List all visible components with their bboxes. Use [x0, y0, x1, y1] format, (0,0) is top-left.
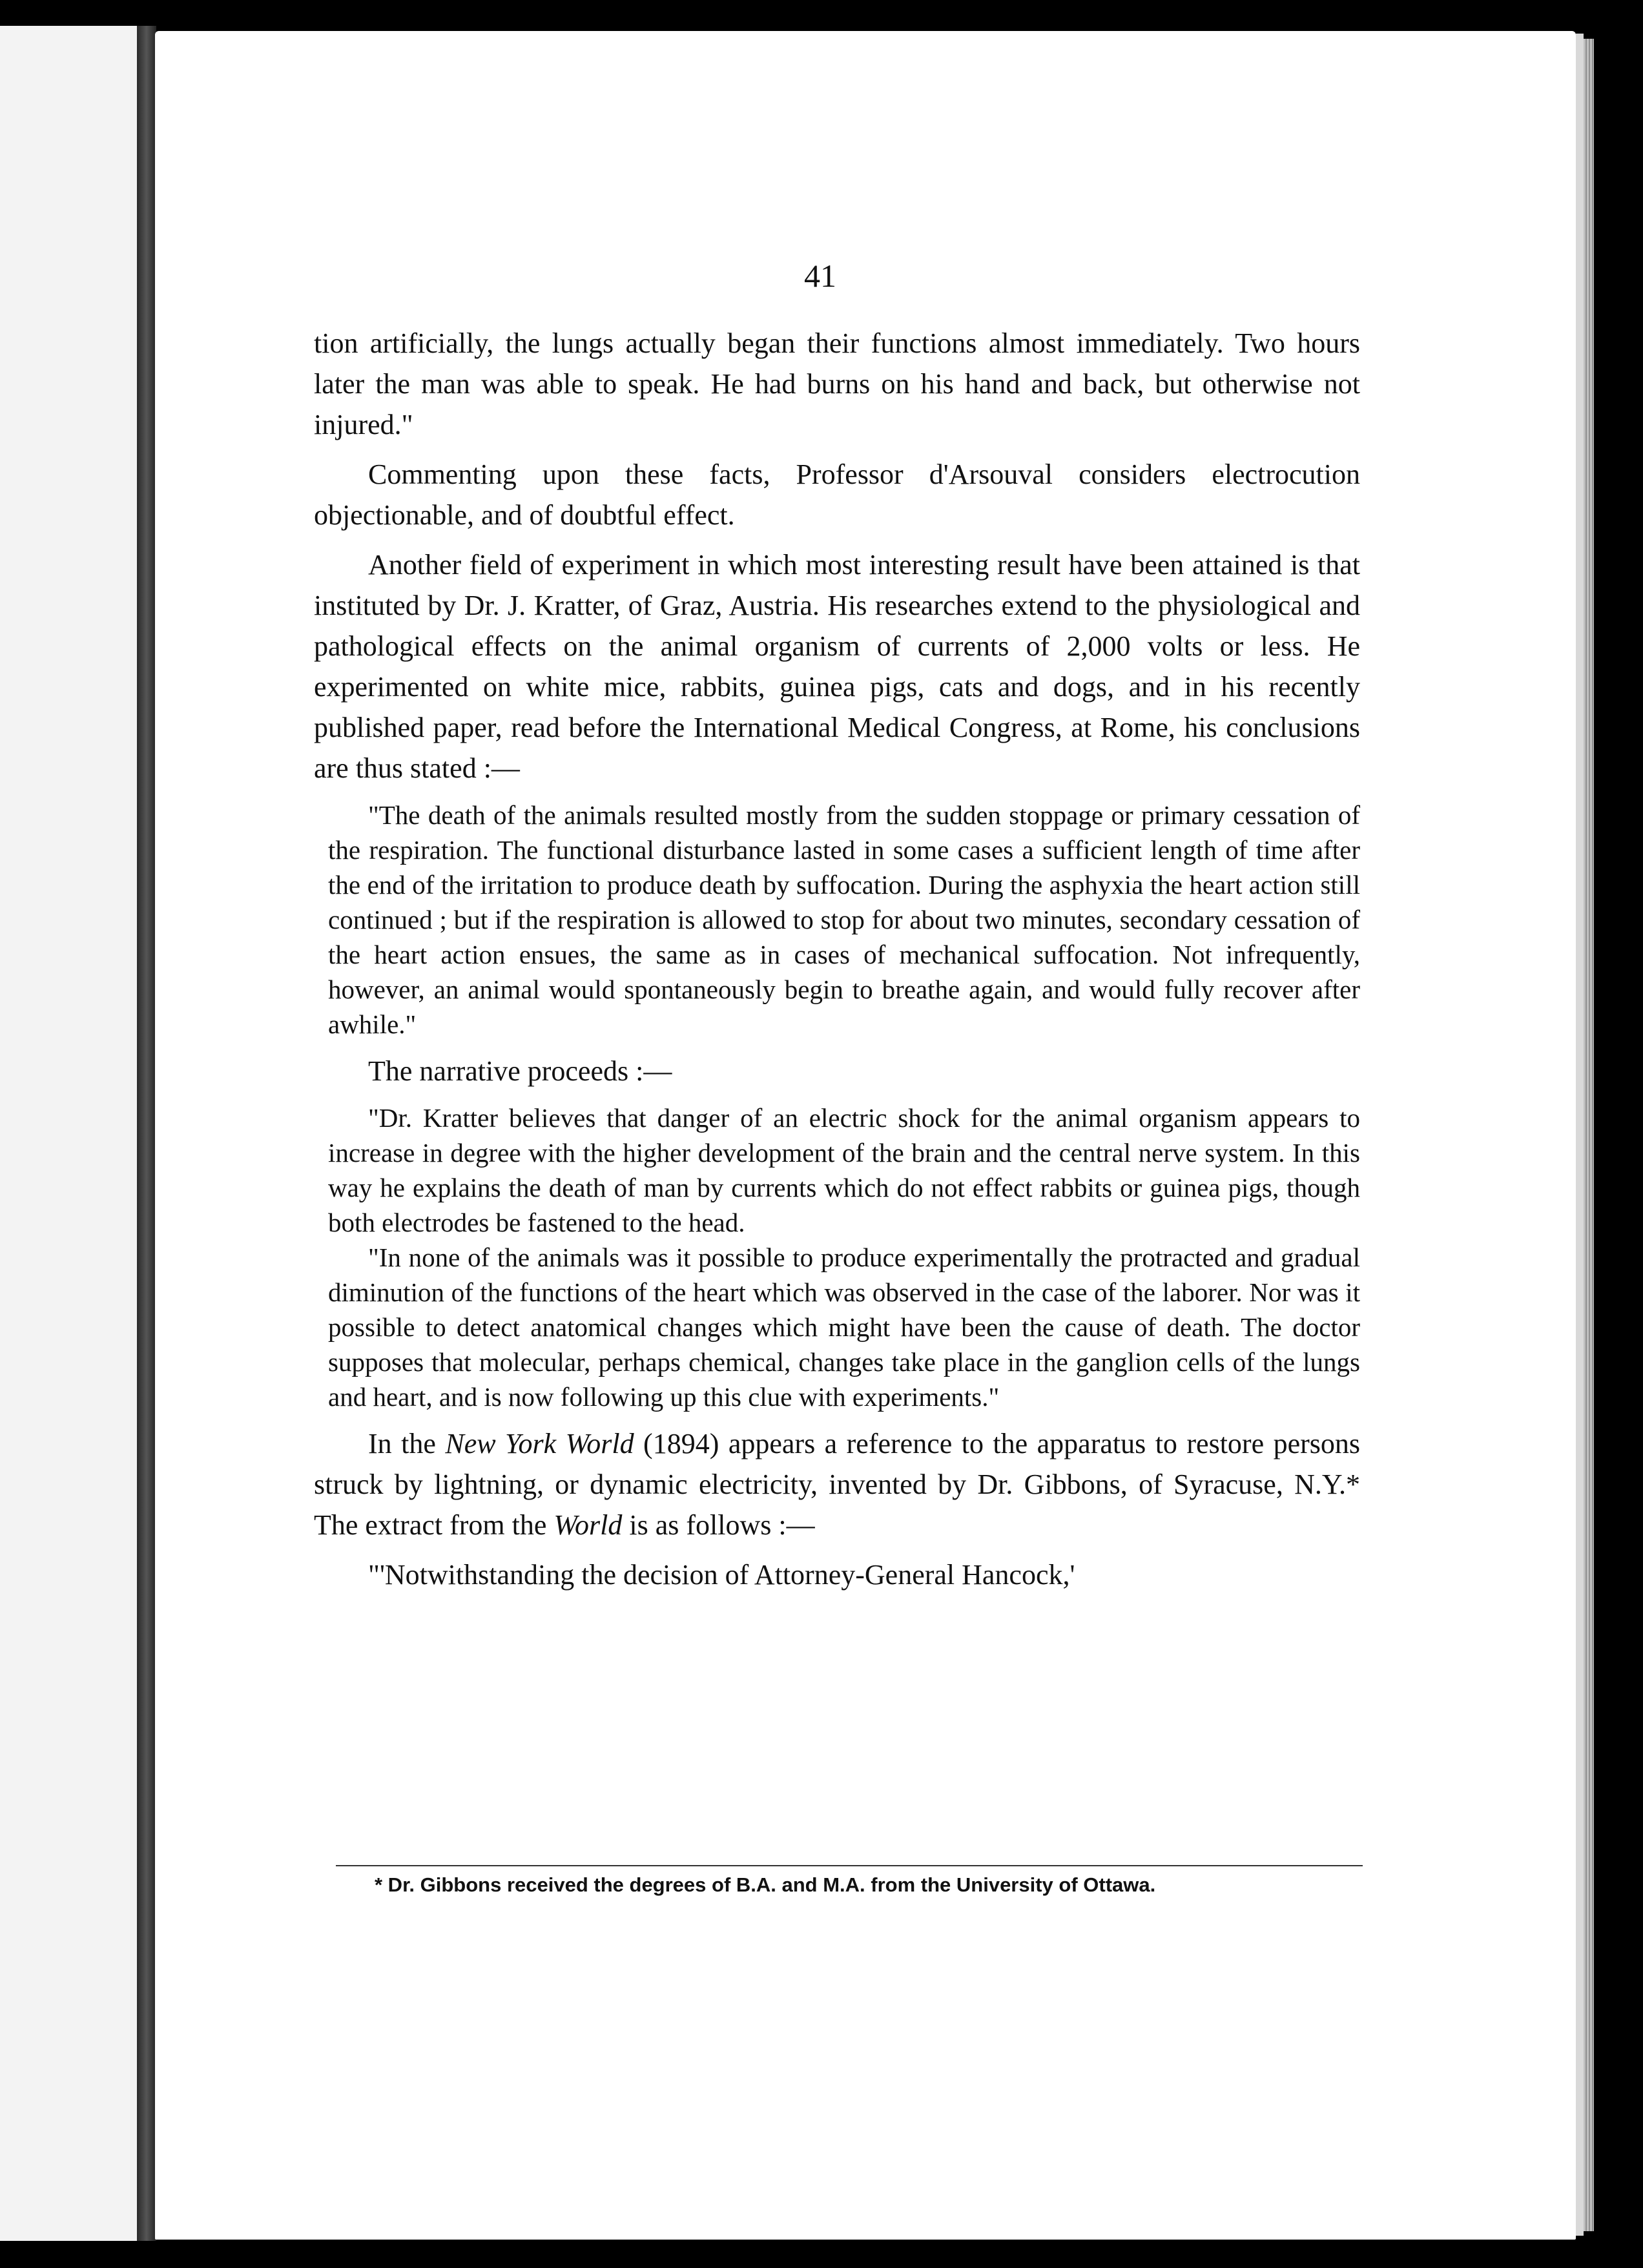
- paragraph-2: Commenting upon these facts, Professor d'Arsouval considers electrocution objectionable, and of doubtful effect.: [314, 459, 1360, 531]
- book-gutter: [137, 26, 156, 2241]
- paragraph-5: [314, 1423, 1360, 1545]
- quote-3: "In none of the animals was it possible to produce experimentally the protracted and gradual diminution of the functions of the heart which was observed in the case of the laborer. Nor was it possible to detect anatomical changes which might have been the cause of death. The doctor supposes that molecular, perhaps chemical, changes take place in the ganglion cells of the lungs and heart, and is now following up this clue with experiments.": [328, 1242, 1360, 1412]
- last-line: "'Notwithstanding the decision of Attorney-General Hancock,': [368, 1559, 1075, 1591]
- page-shadow: [1576, 34, 1584, 2236]
- page-edges: [1584, 39, 1594, 2231]
- paragraph-4: The narrative proceeds :—: [368, 1055, 672, 1087]
- paragraph-1: tion artificially, the lungs actually began their functions almost immediately. Two hours later the man was able to speak. He had burns on his hand and back, but otherwise not injured.": [314, 327, 1360, 440]
- paragraph-5-before: In the: [368, 1428, 446, 1459]
- quote-2: "Dr. Kratter believes that danger of an electric shock for the animal organism appears to increase in degree with the higher development of the brain and the central nerve system. In this way he explains the death of man by currents which do not effect rabbits or guinea pigs, though both electrodes be fastened to the head.: [328, 1103, 1360, 1237]
- quote-1: "The death of the animals resulted mostly from the sudden stoppage or primary cessation of the respiration. The functional disturbance lasted in some cases a sufficient length of time after the end of the irritation to produce death by suffocation. During the asphyxia the heart action still continued ; but if the respiration is allowed to stop for about two minutes, secondary cessation of the heart action ensues, the same as in cases of mechanical suffocation. Not infrequently, however, an animal would spontaneously begin to breathe again, and would fully recover after awhile.": [328, 800, 1360, 1039]
- page-number: 41: [804, 258, 836, 294]
- body-text: [314, 323, 1360, 1604]
- newspaper-short-title: World: [553, 1509, 623, 1541]
- newspaper-title: New York World: [445, 1428, 634, 1459]
- footnote-rule: [336, 1865, 1363, 1866]
- left-page-edge: [0, 26, 143, 2241]
- paragraph-3: Another field of experiment in which most interesting result have been attained is that instituted by Dr. J. Kratter, of Graz, Austria. His researches extend to the physiological and pathological effects on the animal organism of currents of 2,000 volts or less. He experimented on white mice, rabbits, guinea pigs, cats and dogs, and in his recently published paper, read before the International Medical Congress, at Rome, his conclusions are thus stated :—: [314, 549, 1360, 784]
- paragraph-5-after: is as follows :—: [622, 1509, 815, 1541]
- paragraph-5-middle: (1894) appears a reference to the apparatus to restore persons struck by lightning, or dynamic electricity, invented by Dr. Gibbons, of Syracuse, N.Y.* The extract from the: [314, 1428, 1361, 1541]
- footnote: * Dr. Gibbons received the degrees of B.A. and M.A. from the University of Ottawa.: [375, 1873, 1156, 1896]
